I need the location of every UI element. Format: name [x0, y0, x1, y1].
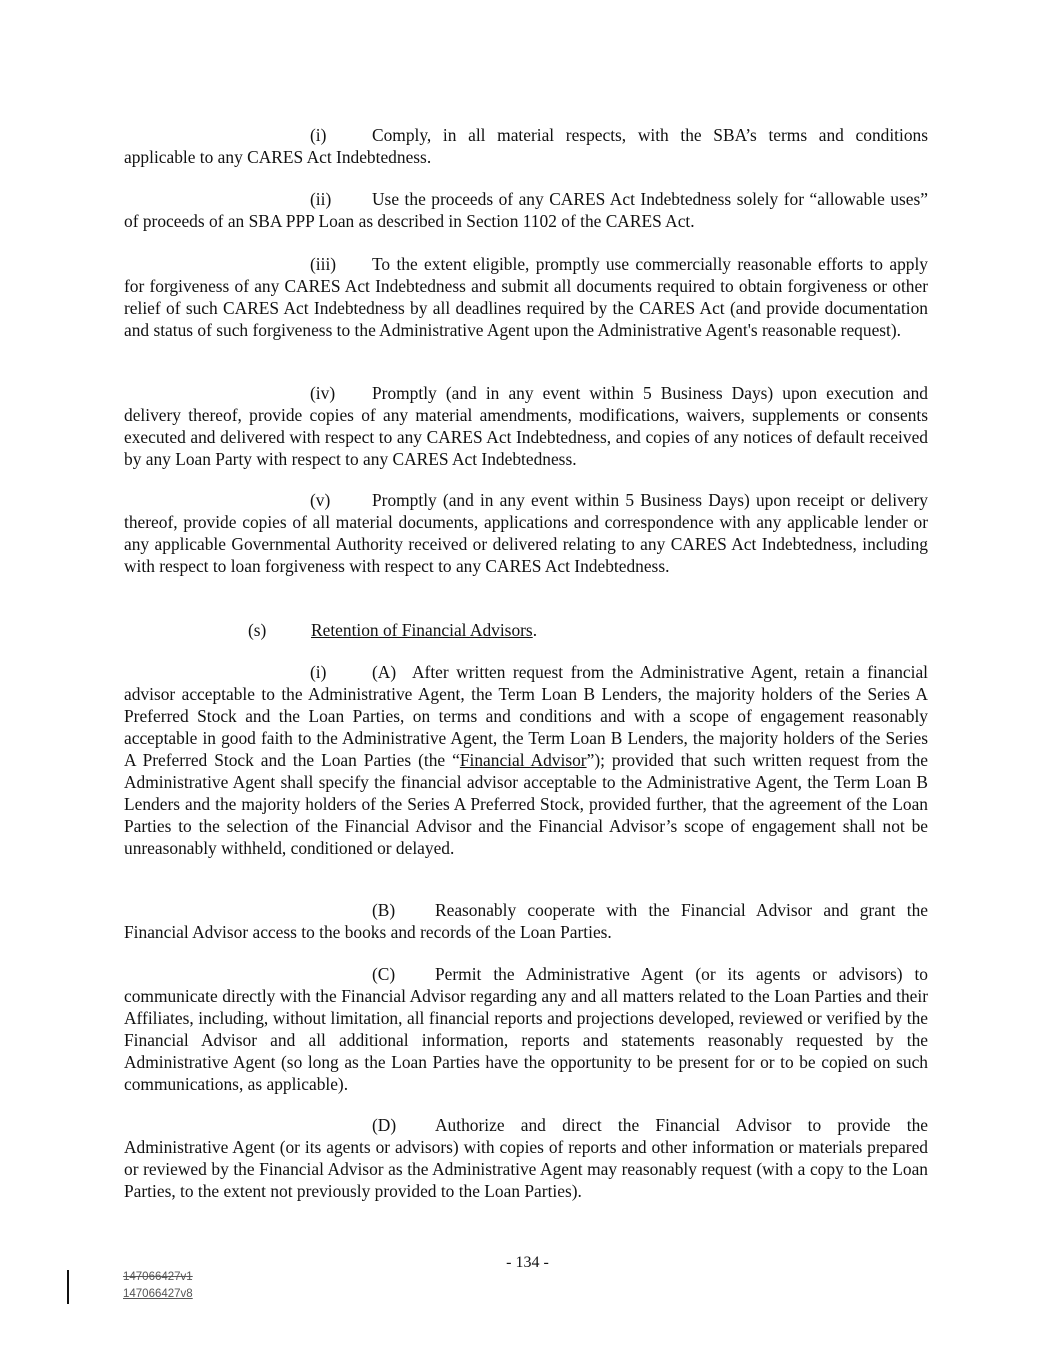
paragraph-number: (iv)	[310, 383, 336, 403]
paragraph-ii	[124, 188, 928, 232]
page-number: - 134 -	[506, 1254, 549, 1271]
paragraph-v	[124, 489, 928, 577]
subparagraph-number: (A)	[372, 662, 397, 682]
paragraph-number: (i)	[310, 662, 327, 682]
paragraph-text: Comply, in all material respects, with the SBA’s terms and conditions applicable to any CARES Act Indebtedness.	[124, 125, 928, 167]
paragraph-text: Permit the Administrative Agent (or its agents or advisors) to communicate directly with the Financial Advisor regarding any and all matters related to the Loan Parties and their Affiliates, including, without limitation, all financial reports and projections developed, reviewed or verified by the Financial Advisor and all additional information, reports and statements reasonably requested by the Administrative Agent (so long as the Loan Parties have the opportunity to be present for or to be copied on such communications, as applicable).	[124, 964, 928, 1094]
paragraph-number: (v)	[310, 490, 331, 510]
paragraph-iii	[124, 253, 928, 341]
paragraph-text: Promptly (and in any event within 5 Business Days) upon receipt or delivery thereof, provide copies of all material documents, applications and correspondence with any applicable lender or any applicable Governmental Authority received or delivered relating to any CARES Act Indebtedness, including with respect to loan forgiveness with respect to any CARES Act Indebtedness.	[124, 490, 928, 576]
paragraph-text: Reasonably cooperate with the Financial Advisor and grant the Financial Advisor access to the books and records of the Loan Parties.	[124, 900, 928, 942]
subparagraph-number: (C)	[372, 964, 396, 984]
revision-change-bar	[67, 1270, 69, 1304]
paragraph-text: To the extent eligible, promptly use commercially reasonable efforts to apply for forgiveness of any CARES Act Indebtedness and submit all documents required to obtain forgiveness or other relief of such CARES Act Indebtedness by all deadlines required by the CARES Act (and provide documentation and status of such forgiveness to the Administrative Agent upon the Administrative Agent's reasonable request).	[124, 254, 928, 340]
subparagraph-number: (D)	[372, 1115, 397, 1135]
subparagraph-d	[124, 1114, 928, 1202]
paragraph-number: (iii)	[310, 254, 337, 274]
doc-id-current: 147066427v8	[123, 1288, 193, 1300]
paragraph-number: (ii)	[310, 189, 332, 209]
section-title: Retention of Financial Advisors	[311, 620, 533, 640]
defined-term: Financial Advisor	[459, 750, 587, 770]
paragraph-text-continued: ”); provided that such written request from the Administrative Agent shall specify the financial advisor acceptable to the Administrative Agent, the Term Loan B Lenders and the majority holders of the Series A Preferred Stock, provided further, that the agreement of the Loan Parties to the selection of the Financial Advisor and the Financial Advisor’s scope of engagement shall not be unreasonably withheld, conditioned or delayed.	[124, 750, 929, 858]
paragraph-number: (i)	[310, 125, 327, 145]
doc-id-deleted: 147066427v1	[123, 1271, 193, 1283]
paragraph-i	[124, 124, 928, 168]
subparagraph-b	[124, 899, 928, 943]
paragraph-text: Use the proceeds of any CARES Act Indebtedness solely for “allowable uses” of proceeds of an SBA PPP Loan as described in Section 1102 of the CARES Act.	[124, 189, 928, 231]
paragraph-text: Promptly (and in any event within 5 Business Days) upon execution and delivery thereof, provide copies of any material amendments, modifications, waivers, supplements or consents executed and delivered with respect to any CARES Act Indebtedness, and copies of any notices of default received by any Loan Party with respect to any CARES Act Indebtedness.	[124, 383, 928, 469]
section-number: (s)	[248, 620, 267, 640]
section-s-heading: (s) Retention of Financial Advisors.	[248, 620, 538, 640]
subparagraph-c	[124, 963, 928, 1095]
subparagraph-i-a	[124, 661, 928, 859]
paragraph-text: Authorize and direct the Financial Advisor to provide the Administrative Agent (or its agents or advisors) with copies of reports and other information or materials prepared or reviewed by the Financial Advisor as the Administrative Agent may reasonably request (with a copy to the Loan Parties, to the extent not previously provided to the Loan Parties).	[124, 1115, 928, 1201]
paragraph-iv	[124, 382, 928, 470]
subparagraph-number: (B)	[372, 900, 396, 920]
paragraph-text: After written request from the Administrative Agent, retain a financial advisor acceptable to the Administrative Agent, the Term Loan B Lenders, the majority holders of the Series A Preferred Stock and the Loan Parties, on terms and conditions and with a scope of engagement reasonably acceptable in good faith to the Administrative Agent, the Term Loan B Lenders, the majority holders of the Series A Preferred Stock and the Loan Parties (the “	[124, 662, 928, 770]
